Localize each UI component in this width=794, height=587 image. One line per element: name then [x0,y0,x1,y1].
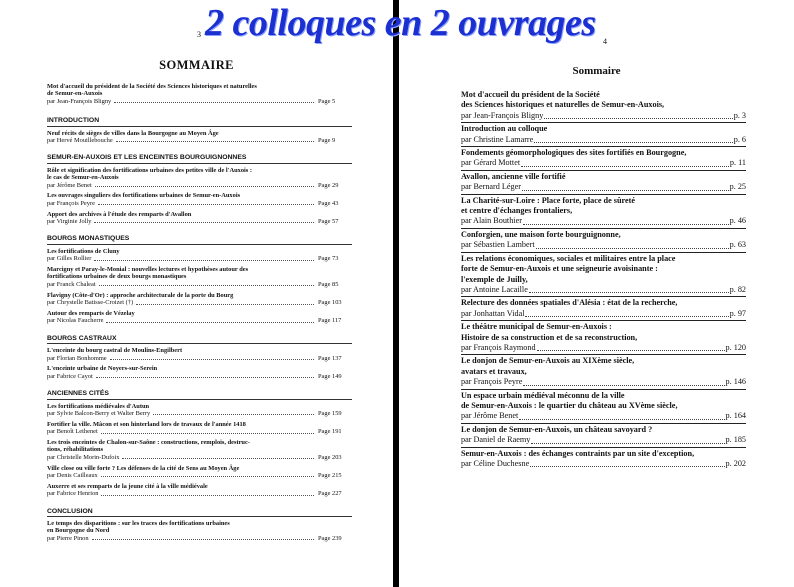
dot-leader [92,539,314,540]
sommaire-entry [461,425,746,446]
right-page-title: Sommaire [572,65,621,77]
entry-author: par Virginie Jolly [47,218,92,226]
entry-title-line: Conforgien, une maison forte bourguignonne, [461,229,621,239]
dot-leader [521,166,729,167]
entry-author-row [47,218,352,225]
entry-author-row [461,285,746,295]
entry-page: Page 149 [318,372,342,380]
entry-title-line: Autour des remparts de Vézelay [47,309,135,317]
toc-entry [47,365,352,380]
entry-page: Page 203 [318,453,342,461]
entry-author-row [47,428,352,435]
entry-author: par Jean-François Bligny [47,97,112,105]
entry-author-row [47,137,352,144]
sommaire-entry [461,391,746,422]
dot-leader [96,377,314,378]
entry-page: Page 29 [318,181,339,189]
entry-separator [461,122,746,123]
entry-author-row [47,472,352,479]
dot-leader [101,433,314,434]
entry-title-line: Introduction au colloque [461,124,548,134]
entry-title-line: Ville close ou ville forte ? Les défenses de la cité de Sens au Moyen Âge [47,464,240,472]
entry-title-line: l'exemple de Juilly, [461,274,528,284]
entry-title-line: Marcigny et Paray-le-Monial : nouvelles lectures et hypothèses autour des [47,266,249,274]
entry-title-line: forte de Semur-en-Auxois et une seigneurie avoisinante : [461,264,658,274]
dot-leader [529,292,729,293]
section-heading: ANCIENNES CITÉS [47,390,352,399]
entry-author-row [461,216,746,226]
toc-entry [47,465,352,480]
dot-leader [523,224,729,225]
entry-author: par François Peyre [461,377,523,387]
toc-entry [47,439,352,461]
left-page-title: SOMMAIRE [159,58,234,72]
entry-title-line: Avallon, ancienne ville fortifié [461,171,566,181]
intro-block [47,83,352,105]
entry-author-row [47,410,352,417]
entry-author-row [47,317,352,324]
entry-author: par Gilles Rollier [47,255,92,263]
entry-author: par Fabrice Henrion [47,490,99,498]
dot-leader [98,204,314,205]
entry-separator [461,146,746,147]
section-heading: SEMUR-EN-AUXOIS ET LES ENCEINTES BOURGUIGNONNES [47,154,352,163]
entry-author-row [47,98,352,105]
sommaire-entry [461,254,746,296]
toc-entry [47,192,352,207]
entry-author-row [461,158,746,168]
entry-page: p. 25 [729,182,746,192]
entry-page: p. 6 [733,134,746,144]
entry-author-row [461,377,746,387]
dot-leader [531,443,724,444]
entry-title-line: Le donjon de Semur-en-Auxois au XIXème siècle, [461,356,635,366]
entry-page: Page 57 [318,218,339,226]
entry-page: Page 137 [318,354,342,362]
left-page [0,0,393,587]
entry-page: p. 164 [725,411,746,421]
entry-author: par Pierre Pinon [47,534,89,542]
dot-leader [530,466,724,467]
dot-leader [116,141,314,142]
entry-author: par Franck Chaleat [47,280,96,288]
entry-title-line: de Semur-en-Auxois [47,90,103,98]
entry-title-line: et centre d'échanges frontaliers, [461,206,573,216]
dot-leader [94,260,314,261]
entry-title-line: Les ouvrages singuliers des fortifications urbaines de Semur-en-Auxois [47,192,241,200]
entry-author: par Gérard Mottet [461,158,521,168]
entry-title-line: Mot d'accueil du président de la Société des Sciences historiques et naturelles [47,83,257,90]
toc-entry [47,167,352,189]
entry-page: p. 46 [729,216,746,226]
dot-leader [534,142,732,143]
section-heading: BOURGS MONASTIQUES [47,235,352,244]
entry-title-line: Un espace urbain médiéval méconnu de la ville [461,390,625,400]
banner-title: 2 colloques en 2 ouvrages [205,2,596,44]
entry-separator [461,354,746,355]
dot-leader [525,316,728,317]
dot-leader [136,304,314,305]
entry-author: par Jérôme Benet [47,181,92,189]
dot-leader [114,102,314,103]
sommaire-entry [461,196,746,227]
sommaire-entry [461,124,746,145]
entry-page: p. 82 [729,284,746,294]
entry-page: p. 11 [729,158,746,168]
toc-entry [47,403,352,418]
entry-author: par Daniel de Raemy [461,435,531,445]
entry-page: Page 159 [318,409,342,417]
entry-title-line: Mot d'accueil du président de la Société [461,90,600,99]
entry-author: par Jérôme Benet [461,411,519,421]
sommaire-entry [461,148,746,169]
dot-leader [536,248,729,249]
entry-title-line: le cas de Semur-en-Auxois [47,174,119,182]
entry-page: p. 97 [729,308,746,318]
dot-leader [110,359,314,360]
entry-title-line: Le théâtre municipal de Semur-en-Auxois : [461,322,612,332]
entry-separator [461,320,746,321]
dot-leader [99,285,314,286]
sommaire-entry [461,322,746,353]
toc-entry [47,130,352,145]
entry-author-row [47,200,352,207]
entry-title-line: des Sciences historiques et naturelles de Semur-en-Auxois, [461,100,665,110]
entry-author-row [461,343,746,353]
entry-author-row [47,373,352,380]
entry-title-line: Le temps des disparitions : sur les traces des fortifications urbaines [47,519,230,527]
right-contents [461,90,746,469]
entry-separator [461,194,746,195]
dot-leader [106,322,314,323]
toc-entry [47,347,352,362]
entry-author: par Jean-François Bligny [461,110,544,120]
entry-title-line: Semur-en-Auxois : des échanges contraints par un site d'exception, [461,448,695,458]
dot-leader [101,495,314,496]
entry-author-row [461,111,746,121]
entry-author: par Christelle Morin-Dufoix [47,453,120,461]
entry-page: Page 239 [318,534,342,542]
entry-page: p. 202 [725,459,746,468]
entry-title-line: Les relations économiques, sociales et militaires entre la place [461,253,676,263]
entry-author: par Sébastien Lambert [461,240,535,250]
entry-page: Page 85 [318,280,339,288]
entry-title-line: Flavigny (Côte-d'Or) : approche architecturale de la porte du Bourg [47,291,234,299]
entry-page: Page 43 [318,199,339,207]
dot-leader [519,419,724,420]
sommaire-entry [461,230,746,251]
toc-entry [47,310,352,325]
entry-author-row [461,309,746,319]
toc-entry [47,421,352,436]
dot-leader [95,186,314,187]
entry-author-row [47,490,352,497]
entry-author-row [461,435,746,445]
entry-author: par François Raymond [461,342,536,352]
entry-author: par Fabrice Cayot [47,372,93,380]
entry-separator [461,447,746,448]
entry-author: par François Peyre [47,199,95,207]
entry-title-line: La Charité-sur-Loire : Place forte, place de sûreté [461,195,636,205]
entry-title-line: Les trois enceintes de Chalon-sur-Saône : constructions, remplois, destruc- [47,438,250,446]
dot-leader [153,414,314,415]
entry-title-line: en Bourgogne du Nord [47,527,110,535]
entry-author: par Hervé Mouillebouche [47,137,113,145]
entry-title-line: Les fortifications de Cluny [47,247,120,255]
entry-page: Page 215 [318,471,342,479]
entry-author: par Bernard Léger [461,182,522,192]
toc-entry [47,83,352,105]
entry-author: par Nicolas Faucherre [47,317,104,325]
toc-entry [47,248,352,263]
entry-title-line: L'enceinte du bourg castral de Moulins-Engilbert [47,347,183,355]
entry-title-line: Apport des archives à l'étude des remparts d'Avallon [47,210,192,218]
entry-author-row [47,535,352,542]
entry-page: p. 63 [729,240,746,250]
entry-author: par Florian Bonhomme [47,354,107,362]
toc-entry [47,520,352,542]
entry-page: p. 146 [725,377,746,387]
sommaire-entry [461,90,746,121]
sommaire-entry [461,298,746,319]
dot-leader [94,222,314,223]
entry-author-row [47,454,352,461]
entry-title-line: Auxerre et ses remparts de la jeune cité à la ville médiévale [47,482,208,490]
entry-title-line: avatars et travaux, [461,366,527,376]
entry-separator [461,170,746,171]
entry-author-row [47,255,352,262]
entry-author-row [47,299,352,306]
toc-entry [47,211,352,226]
entry-title-line: L'enceinte urbaine de Noyers-sur-Serein [47,365,158,373]
section-heading: CONCLUSION [47,508,352,517]
entry-page: Page 103 [318,299,342,307]
dot-leader [537,350,725,351]
section-heading: BOURGS CASTRAUX [47,335,352,344]
entry-title-line: Le donjon de Semur-en-Auxois, un château savoyard ? [461,424,653,434]
entry-page: Page 73 [318,255,339,263]
right-page [399,0,794,587]
entry-title-line: Rôle et signification des fortifications urbaines des petites ville de l'Auxois : [47,166,253,174]
dot-leader [122,458,314,459]
sommaire-entry [461,356,746,387]
left-contents [47,80,352,546]
entry-author: par Antoine Lacaille [461,284,528,294]
entry-author-row [461,411,746,421]
entry-author-row [47,182,352,189]
sommaire-entry [461,172,746,193]
entry-page: p. 120 [725,342,746,352]
entry-separator [461,423,746,424]
entry-title-line: Relecture des données spatiales d'Alésia : état de la recherche, [461,298,678,308]
entry-title-line: tions, réhabilitations [47,446,104,454]
entry-separator [461,228,746,229]
entry-title-line: Histoire de sa construction et de sa reconstruction, [461,332,638,342]
entry-author-row [47,355,352,362]
entry-author: par Jonhattan Vidal [461,308,525,318]
entry-separator [461,296,746,297]
dot-leader [523,385,724,386]
entry-separator [461,389,746,390]
dot-leader [101,476,314,477]
entry-page: Page 117 [318,317,342,325]
entry-author-row [461,135,746,145]
right-page-number: 4 [603,37,607,46]
entry-author-row [47,281,352,288]
entry-author-row [461,459,746,469]
entry-page: p. 3 [733,110,746,120]
section-heading: INTRODUCTION [47,117,352,126]
entry-author: par Benoît Lethenet [47,428,98,436]
entry-title-line: Les fortifications médiévales d'Autun [47,402,150,410]
entry-title-line: Fondements géomorphologiques des sites fortifiés en Bourgogne, [461,148,687,158]
entry-author-row [461,240,746,250]
sommaire-entry [461,449,746,470]
entry-author: par Sylvie Balcon-Berry et Walter Berry [47,409,151,417]
entry-author: par Céline Duchesne [461,459,530,468]
entry-title-line: de Semur-en-Auxois : le quartier du château au XVème siècle, [461,400,678,410]
entry-page: Page 5 [318,97,336,105]
dot-leader [522,190,729,191]
entry-title-line: Neuf récits de sièges de villes dans la Bourgogne au Moyen Âge [47,129,219,137]
entry-title-line: Fortifier la ville. Mâcon et son hinterland lors de travaux de l'année 1418 [47,420,246,428]
entry-separator [461,252,746,253]
toc-entry [47,483,352,498]
entry-author-row [461,182,746,192]
left-page-number: 3 [197,30,201,39]
toc-entry [47,292,352,307]
entry-page: Page 191 [318,428,342,436]
entry-title-line: fortifications urbaines de deux bourgs monastiques [47,273,187,281]
entry-author: par Christine Lamarre [461,134,534,144]
entry-author: par Chrystelle Batisse-Croizet (†) [47,299,134,307]
entry-page: p. 185 [725,435,746,445]
entry-author: par Alain Bouthier [461,216,522,226]
entry-page: Page 9 [318,137,336,145]
entry-page: Page 227 [318,490,342,498]
dot-leader [544,118,732,119]
toc-entry [47,266,352,288]
entry-author: par Denis Cailleaux [47,471,98,479]
